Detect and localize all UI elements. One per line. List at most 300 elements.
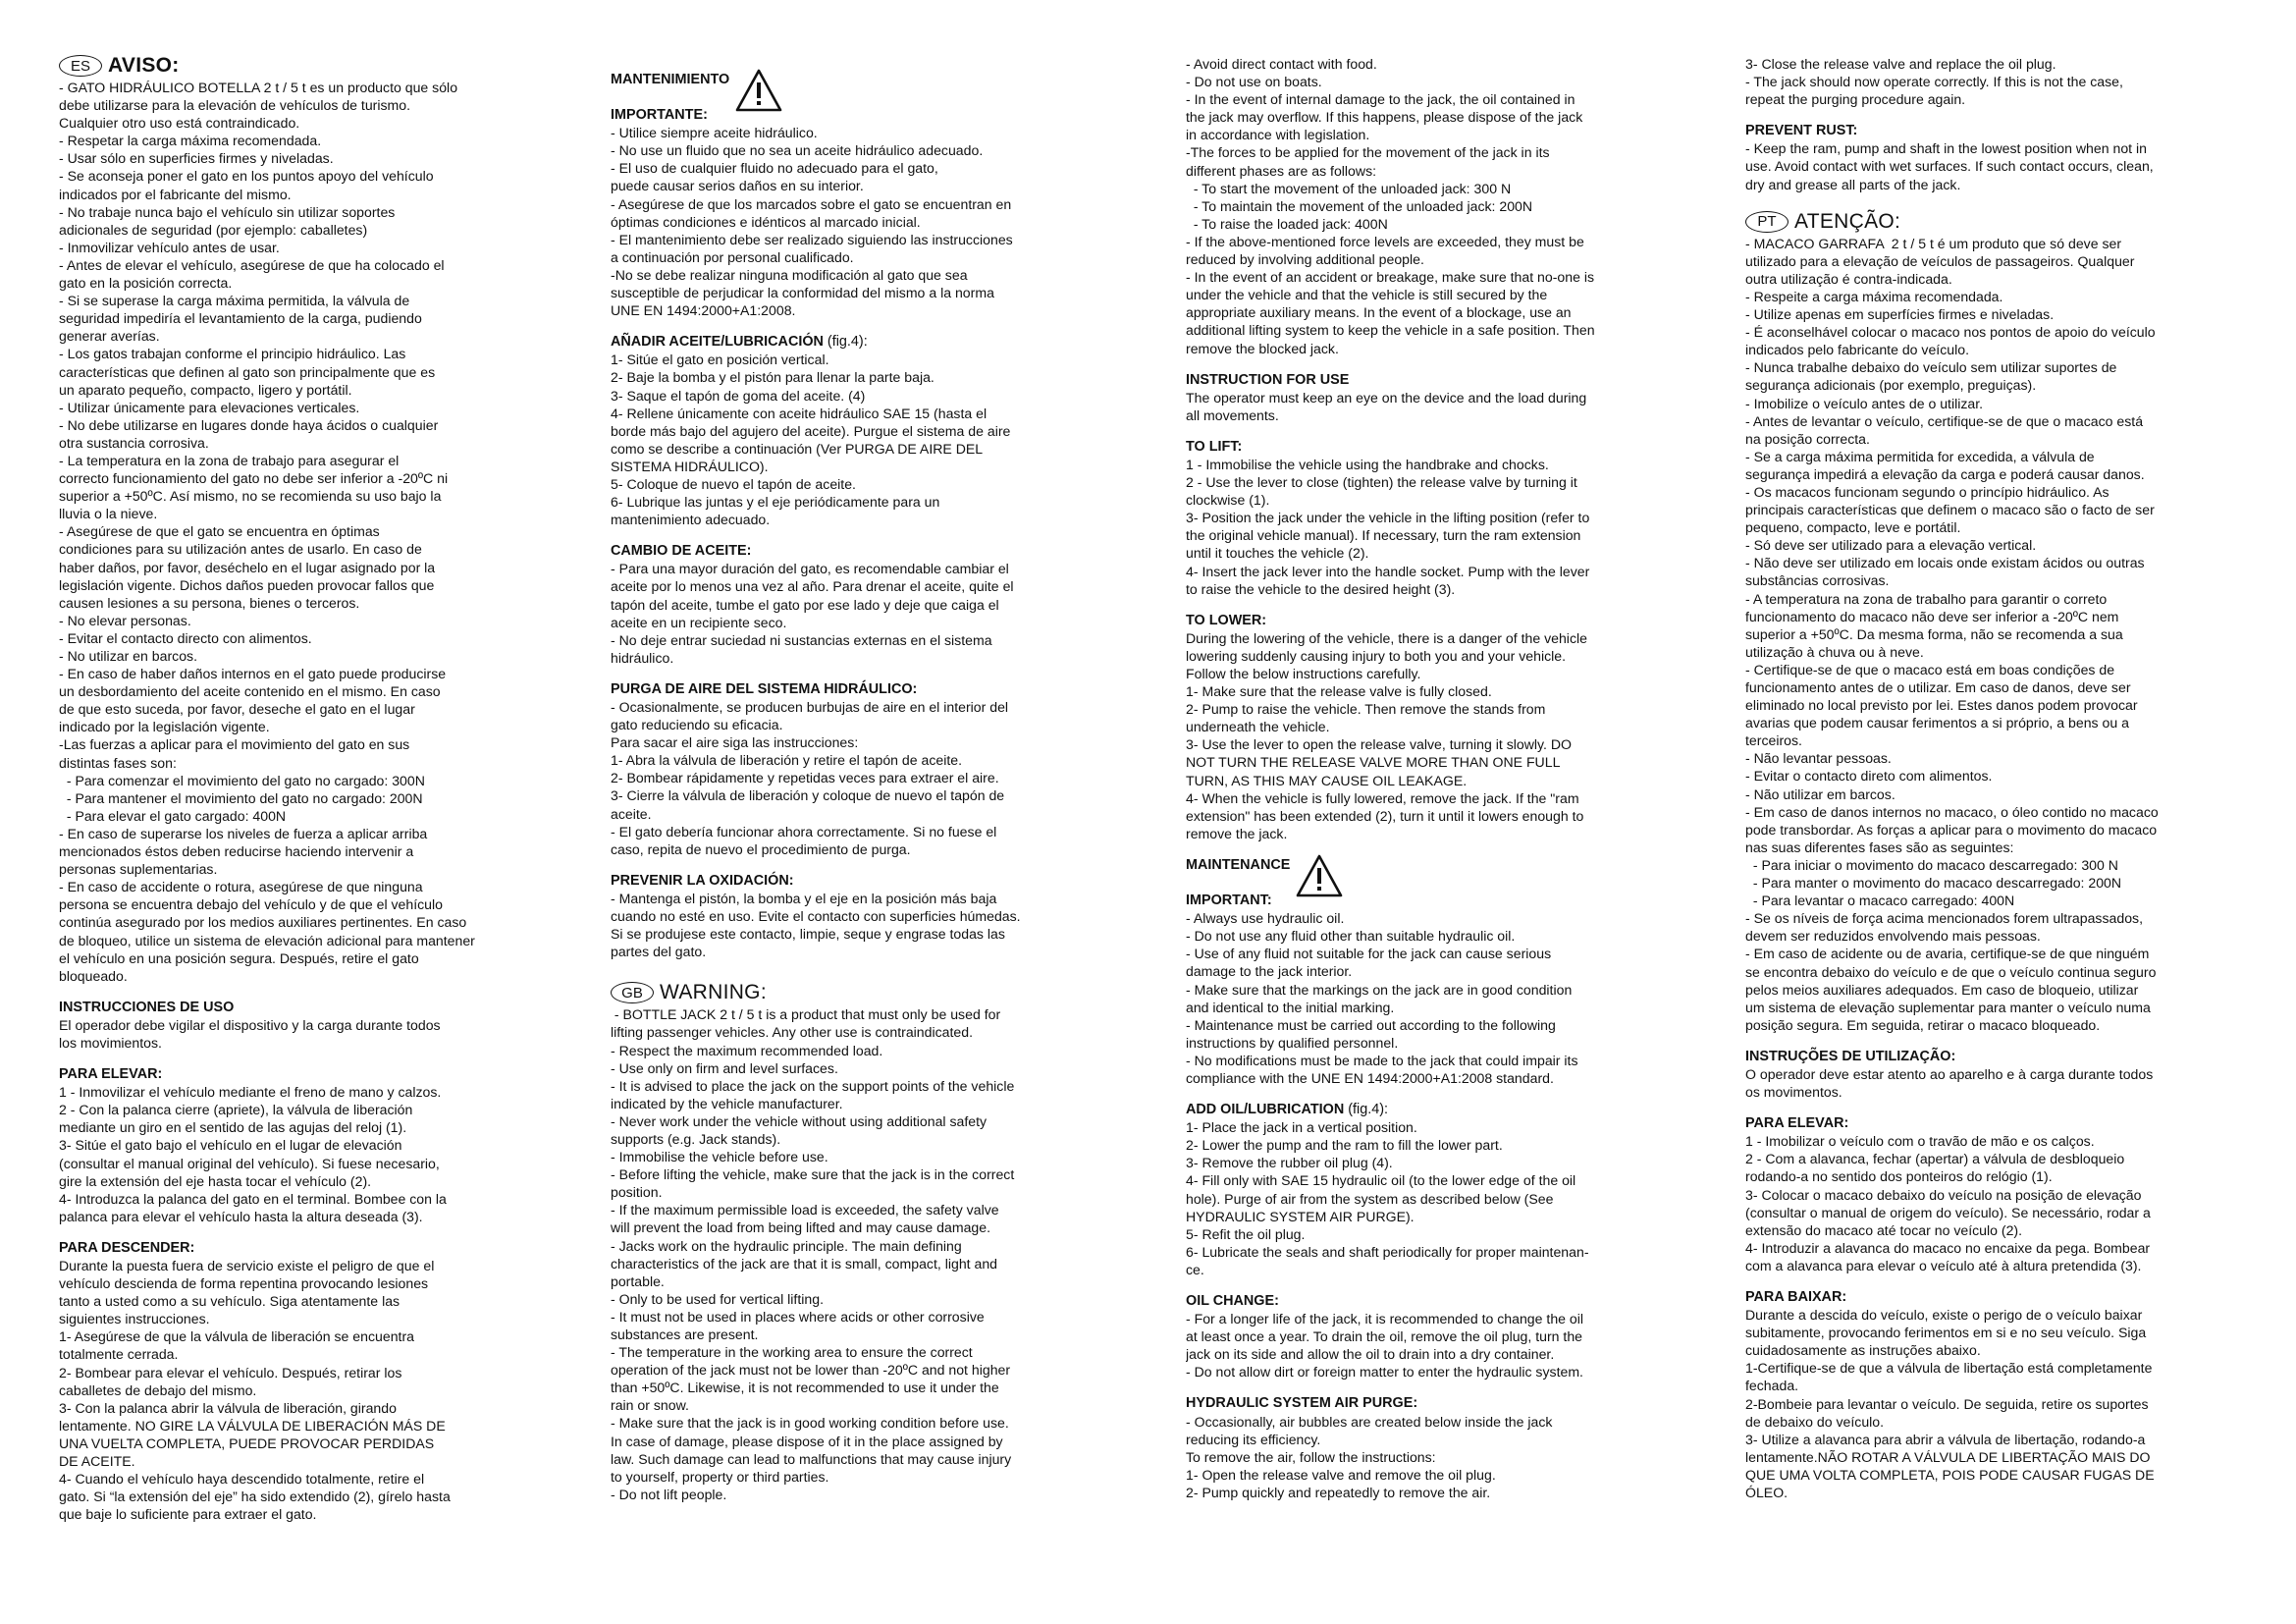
text-line: (consultar el manual original del vehículo). Si fuese necesario, <box>59 1155 440 1171</box>
text-line: avarias que podem causar ferimentos a si próprio, a bens ou a <box>1745 715 2129 731</box>
text-line: substâncias corrosivas. <box>1745 572 1890 589</box>
text-line: in accordance with legislation. <box>1186 127 1370 143</box>
text-line: HYDRAULIC SYSTEM AIR PURGE). <box>1186 1208 1415 1224</box>
text-line: que baje lo suficiente para extraer el gato. <box>59 1506 317 1523</box>
text-line: - Só deve ser utilizado para a elevação vertical. <box>1745 537 2037 554</box>
pt-intro <box>1745 235 2258 1034</box>
gb-air-purge-text-part1 <box>1186 1413 1698 1501</box>
text-line: personas suplementarias. <box>59 861 218 878</box>
text-line: - A temperatura na zona de trabalho para garantir o correto <box>1745 590 2108 607</box>
text-line: - Para una mayor duración del gato, es recomendable cambiar el <box>611 561 1009 577</box>
text-line: seguridad impediría el levantamiento de la carga, pudiendo <box>59 310 422 327</box>
text-line: rodando-a no sentido dos ponteiros do relógio (1). <box>1745 1168 2053 1185</box>
text-line: - Certifique-se de que o macaco está em boas condições de <box>1745 661 2115 677</box>
text-line: 1- Sitúe el gato en posición vertical. <box>611 352 829 368</box>
gb-language-badge: GB <box>611 982 654 1003</box>
text-line: cuidadosamente as instruções abaixo. <box>1745 1342 1981 1359</box>
text-line: - La temperatura en la zona de trabajo para asegurar el <box>59 452 400 468</box>
text-line: de debaixo do veículo. <box>1745 1413 1885 1430</box>
text-line: 2- Lower the pump and the ram to fill the lower part. <box>1186 1137 1503 1154</box>
text-line: mencionados éstos deben reducirse haciendo intervenir a <box>59 843 414 860</box>
text-line: 1- Asegúrese de que la válvula de liberación se encuentra <box>59 1328 414 1345</box>
es-header <box>59 55 571 77</box>
gb-maintenance-text <box>1186 909 1698 1087</box>
text-line: 5- Coloque de nuevo el tapón de aceite. <box>611 475 856 492</box>
text-line: jack on its side and allow the oil to drain into a dry container. <box>1186 1346 1555 1363</box>
text-line: superior a +50ºC. Así mismo, no se recomienda su uso bajo la <box>59 488 442 505</box>
text-line: 3- Saque el tapón de goma del aceite. (4) <box>611 387 866 404</box>
text-line: - Se aconseja poner el gato en los puntos apoyo del vehículo <box>59 168 434 185</box>
text-line: siguientes instrucciones. <box>59 1311 210 1327</box>
text-line: (consultar o manual de origem do veículo). Se necessário, rodar a <box>1745 1204 2151 1220</box>
text-line: - Jacks work on the hydraulic principle. The main defining <box>611 1237 962 1254</box>
text-line: 3- Close the release valve and replace the oil plug. <box>1745 56 2056 72</box>
text-line: 4- Rellene únicamente con aceite hidráulico SAE 15 (hasta el <box>611 405 988 421</box>
text-line: - If the maximum permissible load is exceeded, the safety valve <box>611 1202 999 1218</box>
text-line: outra utilização é contra-indicada. <box>1745 270 1952 287</box>
text-line: fechada. <box>1745 1378 1799 1394</box>
text-line: - Para levantar o macaco carregado: 400N <box>1745 893 2015 909</box>
text-line: - El mantenimiento debe ser realizado siguiendo las instrucciones <box>611 231 1013 247</box>
text-line: indicados pelo fabricante do veículo. <box>1745 342 1969 358</box>
gb-add-oil-text <box>1186 1118 1698 1278</box>
text-line: 3- Remove the rubber oil plug (4). <box>1186 1155 1393 1171</box>
text-line: indicated by the vehicle manufacturer. <box>611 1095 843 1111</box>
text-line: operation of the jack must not be lower than -20ºC and not higher <box>611 1362 1011 1379</box>
text-line: segurança impedirá a elevação da carga e poderá causar danos. <box>1745 465 2145 482</box>
text-line: - Se a carga máxima permitida for excedida, a válvula de <box>1745 448 2095 464</box>
text-line: gire la extensión del eje hasta tocar el vehículo (2). <box>59 1172 372 1189</box>
text-line: utilização à chuva ou à neve. <box>1745 643 1924 660</box>
text-line: 4- Cuando el vehículo haya descendido totalmente, retire el <box>59 1471 425 1488</box>
pt-baixar-text <box>1745 1306 2258 1501</box>
text-line: vehículo descienda de forma repentina provocando lesiones <box>59 1275 429 1292</box>
es-elevar-text <box>59 1083 571 1225</box>
text-line: to yourself, property or third parties. <box>611 1468 829 1485</box>
text-line: - To maintain the movement of the unloaded jack: 200N <box>1186 197 1533 214</box>
es-descender-title: PARA DESCENDER: <box>59 1239 195 1256</box>
text-line: until it touches the vehicle (2). <box>1186 545 1369 562</box>
gb-lift-title: TO LIFT: <box>1186 438 1243 455</box>
text-line: NOT TURN THE RELEASE VALVE MORE THAN ONE FULL <box>1186 754 1561 771</box>
text-line: 1- Abra la válvula de liberación y retire el tapón de aceite. <box>611 752 963 769</box>
es-anadir-title-suffix: (fig.4): <box>823 334 868 351</box>
text-line: repeat the purging procedure again. <box>1745 91 1966 108</box>
text-line: In case of damage, please dispose of it in the place assigned by <box>611 1433 1003 1449</box>
text-line: - Para iniciar o movimento do macaco descarregado: 300 N <box>1745 856 2118 873</box>
text-line: - Asegúrese de que los marcados sobre el gato se encuentran en <box>611 195 1012 212</box>
text-line: 4- Introduzca la palanca del gato en el terminal. Bombee con la <box>59 1190 447 1207</box>
text-line: bloqueado. <box>59 967 128 984</box>
text-line: - Immobilise the vehicle before use. <box>611 1149 828 1165</box>
text-line: - Não deve ser utilizado em locais onde existam ácidos ou outras <box>1745 555 2145 571</box>
text-line: otra sustancia corrosiva. <box>59 434 209 451</box>
text-line: 4- Insert the jack lever into the handle socket. Pump with the lever <box>1186 563 1590 579</box>
text-line: borde más bajo del agujero del aceite). Purgue el sistema de aire <box>611 422 1011 439</box>
text-line: - Não utilizar em barcos. <box>1745 785 1896 802</box>
text-line: totalmente cerrada. <box>59 1346 179 1363</box>
text-line: - Do not allow dirt or foreign matter to enter the hydraulic system. <box>1186 1364 1583 1380</box>
text-line: -Las fuerzas a aplicar para el movimiento del gato en sus <box>59 736 410 753</box>
text-line: - Para mantener el movimiento del gato no cargado: 200N <box>59 789 423 806</box>
text-line: - Ocasionalmente, se producen burbujas de aire en el interior del <box>611 699 1009 715</box>
text-line: - Para comenzar el movimiento del gato no cargado: 300N <box>59 772 425 788</box>
es-purga-title: PURGA DE AIRE DEL SISTEMA HIDRÁULICO: <box>611 680 918 697</box>
text-line: - Imobilize o veículo antes de o utilizar. <box>1745 395 1984 411</box>
text-line: de que esto suceda, por favor, deseche el gato en el lugar <box>59 701 415 718</box>
text-line: To remove the air, follow the instructions: <box>1186 1448 1436 1465</box>
text-line: - Utilize apenas em superfícies firmes e niveladas. <box>1745 306 2055 323</box>
text-line: funcionamento antes de o utilizar. Em caso de danos, deve ser <box>1745 679 2131 695</box>
es-cambio-title: CAMBIO DE ACEITE: <box>611 543 752 560</box>
text-line: - Use of any fluid not suitable for the jack can cause serious <box>1186 946 1552 962</box>
text-line: - Make sure that the jack is in good working condition before use. <box>611 1415 1009 1432</box>
text-line: law. Such damage can lead to malfunctions that may cause injury <box>611 1450 1012 1467</box>
text-line: - Mantenga el pistón, la bomba y el eje en la posición más baja <box>611 890 997 906</box>
text-line: remove the jack. <box>1186 825 1288 841</box>
text-line: remove the blocked jack. <box>1186 340 1339 356</box>
text-line: DE ACEITE. <box>59 1453 135 1470</box>
pt-elevar-title: PARA ELEVAR: <box>1745 1115 1849 1132</box>
text-line: - No utilizar en barcos. <box>59 648 197 664</box>
text-line: - Use only on firm and level surfaces. <box>611 1059 838 1076</box>
text-line: hidráulico. <box>611 649 674 666</box>
pt-instrucoes-text <box>1745 1065 2258 1101</box>
text-line: ce. <box>1186 1261 1204 1277</box>
es-purga-text <box>611 698 1123 858</box>
text-line: nas suas diferentes fases são as seguintes: <box>1745 839 2014 855</box>
text-line: como se describe a continuación (Ver PURGA DE AIRE DEL <box>611 440 984 457</box>
text-line: de bloqueo, utilice un sistema de elevación adicional para mantener <box>59 932 475 948</box>
text-line: 3- Con la palanca abrir la válvula de liberación, girando <box>59 1399 397 1416</box>
text-line: se encontra debaixo do veículo e de que o veículo continua seguro <box>1745 963 2157 980</box>
warning-triangle-icon <box>1296 854 1343 897</box>
gb-rust-text <box>1745 139 2258 192</box>
text-line: 4- When the vehicle is fully lowered, remove the jack. If the "ram <box>1186 789 1579 806</box>
text-line: cuando no esté en uso. Evite el contacto con superficies húmedas. <box>611 908 1021 925</box>
text-line: - Only to be used for vertical lifting. <box>611 1290 824 1307</box>
text-line: reducing its efficiency. <box>1186 1431 1321 1447</box>
text-line: - No debe utilizarse en lugares donde haya ácidos o cualquier <box>59 416 439 433</box>
text-line: appropriate auxiliary means. In the event of a blockage, use an <box>1186 304 1572 321</box>
gb-important-label: IMPORTANT: <box>1186 893 1272 909</box>
text-line: - Não levantar pessoas. <box>1745 750 1892 767</box>
text-line: posição segura. Em seguida, retirar o macaco bloqueado. <box>1745 1016 2101 1033</box>
text-line: Si se produjese este contacto, limpie, seque y engrase todas las <box>611 926 1005 943</box>
text-line: additional lifting system to keep the vehicle in a safe position. Then <box>1186 322 1595 339</box>
text-line: - Before lifting the vehicle, make sure that the jack is in the correct <box>611 1166 1015 1183</box>
text-line: superior a +50ºC. Da mesma forma, não se recomenda a sua <box>1745 625 2123 642</box>
es-anadir-title <box>611 333 1123 351</box>
text-line: 1- Make sure that the release valve is fully closed. <box>1186 683 1492 700</box>
es-importante-label: IMPORTANTE: <box>611 107 708 124</box>
gb-maintenance-title: MAINTENANCE <box>1186 856 1291 873</box>
es-anadir-title-main: AÑADIR ACEITE/LUBRICACIÓN <box>611 334 824 351</box>
es-instrucciones-text <box>59 1016 571 1052</box>
text-line: extension" has been extended (2), turn it until it lowers enough to <box>1186 807 1584 824</box>
text-line: - Keep the ram, pump and shaft in the lowest position when not in <box>1745 140 2147 157</box>
text-line: - Utilice siempre aceite hidráulico. <box>611 125 818 141</box>
text-line: the jack may overflow. If this happens, please dispose of the jack <box>1186 109 1583 126</box>
gb-add-oil-title-suffix: (fig.4): <box>1344 1102 1388 1118</box>
text-line: características que definen al gato son principalmente que es <box>59 363 436 380</box>
es-mantenimiento-title: MANTENIMIENTO <box>611 72 730 87</box>
text-line: - Usar sólo en superficies firmes y niveladas. <box>59 150 334 167</box>
gb-add-oil-title-main: ADD OIL/LUBRICATION <box>1186 1102 1345 1118</box>
text-line: puede causar serios daños en su interior. <box>611 178 864 194</box>
text-line: - Always use hydraulic oil. <box>1186 910 1345 927</box>
text-line: all movements. <box>1186 406 1279 423</box>
text-line: un aparato pequeño, compacto, ligero y portátil. <box>59 381 352 398</box>
text-line: under the vehicle and that the vehicle is still secured by the <box>1186 287 1548 303</box>
text-line: debe utilizarse para la elevación de vehículos de turismo. <box>59 97 411 114</box>
column-2 <box>611 55 1123 1503</box>
es-intro <box>59 79 571 985</box>
text-line: tanto a usted como a su vehículo. Siga atentamente las <box>59 1293 400 1310</box>
text-line: - Se os níveis de força acima mencionados forem ultrapassados, <box>1745 910 2144 927</box>
text-line: - Respeite a carga máxima recomendada. <box>1745 288 2003 304</box>
text-line: 2 - Com a alavanca, fechar (apertar) a válvula de desbloqueio <box>1745 1151 2125 1167</box>
es-oxidacion-text <box>611 890 1123 960</box>
text-line: - Never work under the vehicle without using additional safety <box>611 1112 988 1129</box>
text-line: During the lowering of the vehicle, there is a danger of the vehicle <box>1186 629 1587 646</box>
text-line: caso, repita de nuevo el procedimiento de purga. <box>611 840 911 857</box>
es-mantenimiento-text <box>611 124 1123 319</box>
text-line: 1- Place the jack in a vertical position. <box>1186 1119 1417 1136</box>
pt-baixar-title: PARA BAIXAR: <box>1745 1289 1847 1305</box>
text-line: distintas fases son: <box>59 754 177 771</box>
text-line: at least once a year. To drain the oil, remove the oil plug, turn the <box>1186 1328 1583 1345</box>
text-line: - No use un fluido que no sea un aceite hidráulico adecuado. <box>611 142 984 159</box>
text-line: lentamente. NO GIRE LA VÁLVULA DE LIBERACIÓN MÁS DE <box>59 1417 446 1434</box>
text-line: óptimas condiciones e idénticos al marcado inicial. <box>611 213 921 230</box>
gb-oil-change-title: OIL CHANGE: <box>1186 1293 1279 1309</box>
text-line: 3- Colocar o macaco debaixo do veículo na posição de elevação <box>1745 1186 2142 1203</box>
text-line: The operator must keep an eye on the device and the load during <box>1186 389 1587 406</box>
text-line: - Respetar la carga máxima recomendada. <box>59 133 322 149</box>
text-line: 1 - Inmovilizar el vehículo mediante el freno de mano y calzos. <box>59 1084 442 1101</box>
text-line: subitamente, provocando ferimentos em si e no seu veículo. Siga <box>1745 1325 2147 1341</box>
text-line: - El uso de cualquier fluido no adecuado para el gato, <box>611 160 938 177</box>
text-line: utilizado para a elevação de veículos de passageiros. Qualquer <box>1745 252 2135 269</box>
text-line: caballetes de debajo del mismo. <box>59 1381 257 1398</box>
text-line: extensão do macaco até tocar no veículo (2). <box>1745 1221 2023 1238</box>
text-line: - To raise the loaded jack: 400N <box>1186 215 1388 232</box>
text-line: devem ser reduzidos envolvendo mais pessoas. <box>1745 928 2041 945</box>
text-line: dry and grease all parts of the jack. <box>1745 176 1961 192</box>
text-line: - It is advised to place the jack on the support points of the vehicle <box>611 1077 1015 1094</box>
text-line: continúa asegurado por los medios auxiliares pertinentes. En caso <box>59 914 467 931</box>
text-line: 3- Use the lever to open the release valve, turning it slowly. DO <box>1186 736 1572 753</box>
text-line: na posição correcta. <box>1745 430 1870 447</box>
text-line: causen lesiones a su persona, bienes o terceros. <box>59 594 360 611</box>
es-mantenimiento-header <box>611 71 1123 124</box>
text-line: - Em caso de danos internos no macaco, o óleo contido no macaco <box>1745 803 2159 820</box>
text-line: QUE UMA VOLTA COMPLETA, POIS PODE CAUSAR FUGAS DE <box>1745 1466 2155 1483</box>
es-warning-title: AVISO: <box>108 53 180 77</box>
gb-rust-title: PREVENT RUST: <box>1745 123 1858 139</box>
text-line: - GATO HIDRÁULICO BOTELLA 2 t / 5 t es un producto que sólo <box>59 80 458 95</box>
text-line: - Antes de elevar el vehículo, asegúrese de que ha colocado el <box>59 256 445 273</box>
text-line: funcionamento do macaco não deve ser inferior a -20ºC nem <box>1745 608 2119 624</box>
text-line: 4- Introduzir a alavanca do macaco no encaixe da pega. Bombear <box>1745 1239 2151 1256</box>
text-line: position. <box>611 1184 663 1201</box>
text-line: 3- Sitúe el gato bajo el vehículo en el lugar de elevación <box>59 1137 402 1154</box>
text-line: indicado por la legislación vigente. <box>59 719 270 735</box>
text-line: El operador debe vigilar el dispositivo y la carga durante todos <box>59 1016 441 1033</box>
text-line: - Para manter o movimento do macaco descarregado: 200N <box>1745 875 2122 892</box>
text-line: mediante un giro en el sentido de las agujas del reloj (1). <box>59 1119 407 1136</box>
text-line: - No deje entrar suciedad ni sustancias externas en el sistema <box>611 631 992 648</box>
text-line: - No modifications must be made to the jack that could impair its <box>1186 1052 1578 1068</box>
text-line: pequeno, compacto, leve e portátil. <box>1745 519 1961 536</box>
text-line: - Os macacos funcionam segundo o princípio hidráulico. As <box>1745 483 2109 500</box>
text-line: - Occasionally, air bubbles are created below inside the jack <box>1186 1413 1553 1430</box>
text-line: 3- Position the jack under the vehicle in the lifting position (refer to <box>1186 510 1590 526</box>
text-line: -No se debe realizar ninguna modificación al gato que sea <box>611 266 968 283</box>
text-line: a continuación por personal cualificado. <box>611 248 854 265</box>
es-cambio-text <box>611 560 1123 667</box>
text-line: 2- Bombear para elevar el vehículo. Después, retirar los <box>59 1364 402 1380</box>
text-line: supports (e.g. Jack stands). <box>611 1130 781 1147</box>
text-line: gato en la posición correcta. <box>59 275 233 292</box>
text-line: los movimientos. <box>59 1034 162 1051</box>
text-line: - It must not be used in places where acids or other corrosive <box>611 1308 985 1325</box>
text-line: - Em caso de acidente ou de avaria, certifique-se de que ninguém <box>1745 946 2150 962</box>
text-line: - In the event of an accident or breakage, make sure that no-one is <box>1186 269 1595 286</box>
text-line: 2 - Use the lever to close (tighten) the release valve by turning it <box>1186 474 1577 491</box>
text-line: - The temperature in the working area to ensure the correct <box>611 1344 973 1361</box>
es-elevar-title: PARA ELEVAR: <box>59 1066 163 1083</box>
text-line: different phases are as follows: <box>1186 162 1377 179</box>
column-3 <box>1186 55 1698 1501</box>
text-line: - In the event of internal damage to the jack, the oil contained in <box>1186 91 1575 108</box>
text-line: tapón del aceite, tumbe el gato por ese lado y deje que caiga el <box>611 596 999 613</box>
text-line: - No elevar personas. <box>59 612 191 628</box>
text-line: O operador deve estar atento ao aparelho e à carga durante todos <box>1745 1065 2154 1082</box>
text-line: Follow the below instructions carefully. <box>1186 666 1421 681</box>
pt-warning-title: ATENÇÃO: <box>1794 209 1901 233</box>
text-line: legislación vigente. Dichos daños pueden provocar fallos que <box>59 576 435 593</box>
text-line: - El gato debería funcionar ahora correctamente. Si no fuese el <box>611 823 997 839</box>
gb-maintenance-header <box>1186 856 1698 909</box>
column-4 <box>1745 55 2258 1501</box>
gb-lift-text <box>1186 456 1698 598</box>
text-line: condiciones para su utilización antes de usarlo. En caso de <box>59 541 422 558</box>
gb-oil-change-text <box>1186 1310 1698 1380</box>
text-line: lluvia o la nieve. <box>59 506 158 522</box>
text-line: - Utilizar únicamente para elevaciones verticales. <box>59 399 360 415</box>
text-line: 2- Pump to raise the vehicle. Then remove the stands from <box>1186 701 1546 718</box>
gb-instruction-title: INSTRUCTION FOR USE <box>1186 371 1350 388</box>
text-line: - To start the movement of the unloaded jack: 300 N <box>1186 180 1512 196</box>
text-line: UNA VUELTA COMPLETA, PUEDE PROVOCAR PERDIDAS <box>59 1435 435 1451</box>
text-line: - Evitar el contacto directo con alimentos. <box>59 629 312 646</box>
text-line: - Maintenance must be carried out according to the following <box>1186 1016 1556 1033</box>
text-line: substances are present. <box>611 1326 759 1342</box>
text-line: the original vehicle manual). If necessary, turn the ram extension <box>1186 527 1581 544</box>
text-line: - É aconselhável colocar o macaco nos pontos de apoio do veículo <box>1745 324 2156 341</box>
text-line: - If the above-mentioned force levels are exceeded, they must be <box>1186 233 1584 249</box>
text-line: - Do not use any fluid other than suitable hydraulic oil. <box>1186 928 1516 945</box>
text-line: 6- Lubrique las juntas y el eje periódicamente para un <box>611 494 940 511</box>
text-line: terceiros. <box>1745 732 1802 749</box>
gb-lower-title: TO LOWER: <box>1186 612 1267 628</box>
text-line: hole). Purge of air from the system as described below (See <box>1186 1190 1554 1207</box>
warning-triangle-icon <box>735 69 782 112</box>
text-line: to raise the vehicle to the desired height (3). <box>1186 580 1456 597</box>
text-line: 2-Bombeie para levantar o veículo. De seguida, retire os suportes <box>1745 1395 2149 1412</box>
text-line: 2- Pump quickly and repeatedly to remove the air. <box>1186 1484 1491 1500</box>
text-line: - BOTTLE JACK 2 t / 5 t is a product that must only be used for <box>611 1006 1001 1023</box>
text-line: - Antes de levantar o veículo, certifique-se de que o macaco está <box>1745 412 2144 429</box>
text-line: pode transbordar. As forças a aplicar para o movimento do macaco <box>1745 821 2158 838</box>
text-line: - Make sure that the markings on the jack are in good condition <box>1186 981 1573 998</box>
text-line: TURN, AS THIS MAY CAUSE OIL LEAKAGE. <box>1186 772 1468 788</box>
gb-intro-part1 <box>611 1005 1123 1503</box>
gb-air-purge-text-part2 <box>1745 55 2258 108</box>
text-line: aceite por lo menos una vez al año. Para drenar el aceite, quite el <box>611 578 1014 595</box>
text-line: - For a longer life of the jack, it is recommended to change the oil <box>1186 1311 1584 1327</box>
text-line: un desbordamiento del aceite contenido en el mismo. En caso <box>59 683 441 700</box>
text-line: SISTEMA HIDRÁULICO). <box>611 458 769 474</box>
text-line: - Inmovilizar vehículo antes de usar. <box>59 239 280 255</box>
text-line: el vehículo en una posición segura. Después, retire el gato <box>59 949 419 966</box>
text-line: compliance with the UNE EN 1494:2000+A1:2008 standard. <box>1186 1069 1554 1086</box>
text-line: Para sacar el aire siga las instrucciones: <box>611 734 859 751</box>
text-line: 2 - Con la palanca cierre (apriete), la válvula de liberación <box>59 1102 413 1118</box>
es-oxidacion-title: PREVENIR LA OXIDACIÓN: <box>611 872 794 889</box>
text-line: com a alavanca para elevar o veículo até à altura pretendida (3). <box>1745 1257 2142 1273</box>
text-line: than +50ºC. Likewise, it is not recommended to use it under the <box>611 1380 999 1396</box>
text-line: use. Avoid contact with wet surfaces. If such contact occurs, clean, <box>1745 158 2154 175</box>
text-line: segurança adicionais (por exemplo, preguiças). <box>1745 377 2037 394</box>
text-line: - Do not use on boats. <box>1186 74 1322 90</box>
text-line: 6- Lubricate the seals and shaft periodically for proper maintenan- <box>1186 1243 1589 1260</box>
text-line: rain or snow. <box>611 1397 689 1414</box>
text-line: - Asegúrese de que el gato se encuentra en óptimas <box>59 523 380 540</box>
text-line: lentamente.NÃO ROTAR A VÁLVULA DE LIBERTAÇÃO MAIS DO <box>1745 1448 2151 1465</box>
text-line: underneath the vehicle. <box>1186 719 1330 735</box>
text-line: - No trabaje nunca bajo el vehículo sin utilizar soportes <box>59 203 396 220</box>
es-anadir-text <box>611 351 1123 528</box>
text-line: 1 - Imobilizar o veículo com o travão de mão e os calços. <box>1745 1133 2095 1150</box>
text-line: palanca para elevar el vehículo hasta la altura deseada (3). <box>59 1208 423 1224</box>
text-line: gato reduciendo su eficacia. <box>611 717 783 733</box>
text-line: aceite en un recipiente seco. <box>611 614 787 630</box>
gb-lower-text <box>1186 629 1698 842</box>
text-line: generar averías. <box>59 328 160 345</box>
gb-instruction-text <box>1186 389 1698 424</box>
text-line: - Do not lift people. <box>611 1486 727 1502</box>
text-line: 2- Bombear rápidamente y repetidas veces para extraer el aire. <box>611 770 999 786</box>
pt-instrucoes-title: INSTRUÇÕES DE UTILIZAÇÃO: <box>1745 1048 1956 1064</box>
text-line: aceite. <box>611 805 652 822</box>
text-line: 2- Baje la bomba y el pistón para llenar la parte baja. <box>611 369 934 386</box>
text-line: Durante a descida do veículo, existe o perigo de o veículo baixar <box>1745 1307 2143 1324</box>
gb-intro-part2 <box>1186 55 1698 357</box>
text-line: damage to the jack interior. <box>1186 963 1353 980</box>
text-line: characteristics of the jack are that it is small, compact, light and <box>611 1255 998 1272</box>
text-line: - En caso de haber daños internos en el gato puede producirse <box>59 666 447 682</box>
text-line: UNE EN 1494:2000+A1:2008. <box>611 302 796 319</box>
text-line: Durante la puesta fuera de servicio existe el peligro de que el <box>59 1258 435 1273</box>
text-line: persona se encuentra debajo del vehículo y de que el vehículo <box>59 896 443 913</box>
text-line: susceptible de perjudicar la conformidad del mismo a la norma <box>611 285 994 301</box>
text-line: - The jack should now operate correctly. If this is not the case, <box>1745 74 2123 90</box>
text-line: reduced by involving additional people. <box>1186 251 1424 268</box>
text-line: and identical to the initial marking. <box>1186 999 1395 1015</box>
